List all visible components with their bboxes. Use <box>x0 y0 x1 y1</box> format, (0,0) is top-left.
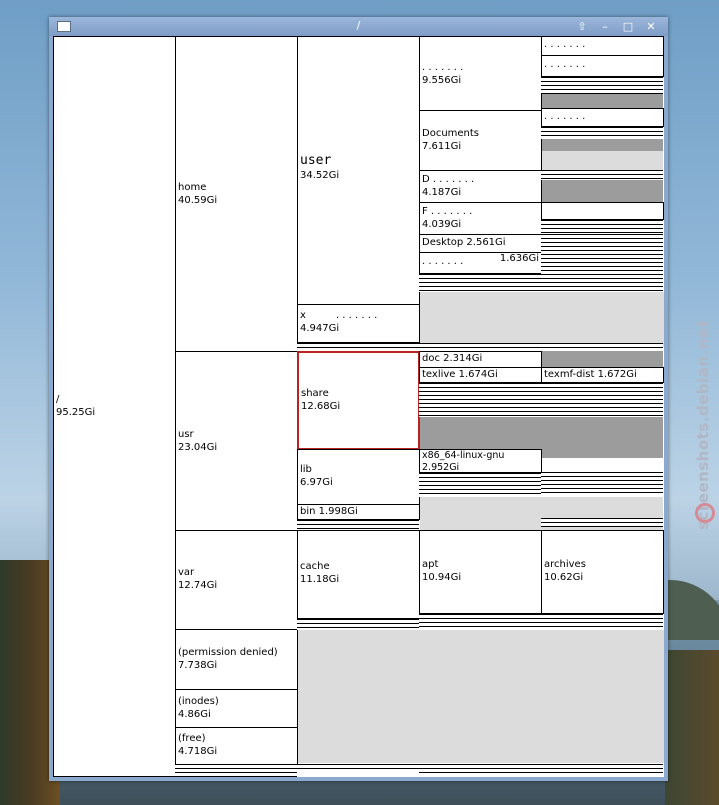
unscanned-area <box>542 94 663 108</box>
tree-node-leaf-4[interactable] <box>541 202 664 220</box>
tree-node-texmf-dist[interactable] <box>541 367 664 383</box>
tree-node-leaf-3[interactable] <box>541 108 664 127</box>
node-name: . . . . . . . <box>422 62 464 73</box>
node-size: 4.039Gi <box>422 219 462 230</box>
node-size: 2.952Gi <box>422 462 460 473</box>
node-name: (permission denied) <box>178 647 278 658</box>
node-name: cache <box>300 561 330 572</box>
node-name: (free) <box>178 733 206 744</box>
node-name: x <box>300 310 306 321</box>
small-entries <box>297 619 419 630</box>
node-name: . . . . . . . <box>544 111 586 122</box>
tree-node-share[interactable] <box>297 351 420 450</box>
small-entries <box>419 343 663 351</box>
tree-node-leaf-1[interactable] <box>541 36 664 56</box>
small-entries <box>541 518 663 527</box>
small-entries <box>541 383 663 417</box>
node-size: 10.94Gi <box>422 572 462 583</box>
node-name: (inodes) <box>178 696 219 707</box>
tree-node-documents[interactable] <box>419 110 542 171</box>
tree-node-doc[interactable] <box>419 351 542 368</box>
small-entries <box>297 520 419 530</box>
small-entries <box>541 220 663 234</box>
small-entries <box>297 764 419 772</box>
tree-node-cache[interactable] <box>297 530 420 619</box>
node-size: 23.04Gi <box>178 442 218 453</box>
node-size: 4.86Gi <box>178 709 211 720</box>
small-entries <box>541 274 663 292</box>
small-entries <box>419 383 541 417</box>
small-entries <box>419 274 541 292</box>
node-name: . . . . . . . <box>544 39 586 50</box>
node-name: lib <box>300 464 312 475</box>
node-size: 9.556Gi <box>422 75 462 86</box>
node-size: 4.187Gi <box>422 187 462 198</box>
node-name: home <box>178 182 207 193</box>
tree-node-texlive[interactable] <box>419 367 542 383</box>
tree-node-usr[interactable] <box>175 351 298 531</box>
tree-node-inodes[interactable] <box>175 689 298 728</box>
node-size: 12.68Gi <box>301 401 341 412</box>
node-size: 10.62Gi <box>544 572 584 583</box>
node-size: 11.18Gi <box>300 574 340 585</box>
unscanned-area <box>420 417 663 449</box>
node-size: 4.718Gi <box>178 746 218 757</box>
maximize-icon[interactable]: □ <box>622 20 634 33</box>
unscanned-area <box>542 139 663 151</box>
node-size: 7.611Gi <box>422 141 462 152</box>
tree-node-x86-64-linux-gnu[interactable] <box>419 449 542 473</box>
node-name: apt <box>422 559 439 570</box>
window-title: / <box>356 19 361 32</box>
node-name: Documents <box>422 128 480 139</box>
unscanned-area <box>298 630 664 763</box>
tree-node-var[interactable] <box>175 530 298 630</box>
node-name: usr <box>178 429 194 440</box>
node-size: 7.738Gi <box>178 660 218 671</box>
small-entries <box>541 127 663 139</box>
treemap <box>53 36 664 777</box>
small-entries <box>175 764 297 777</box>
tree-node-leaf-2[interactable] <box>541 55 664 77</box>
unscanned-area <box>542 180 663 202</box>
node-name: F . . . . . . . <box>422 206 473 217</box>
node-size: 95.25Gi <box>56 407 96 418</box>
minimize-icon[interactable]: – <box>602 20 608 33</box>
tree-node-bin[interactable] <box>297 504 420 520</box>
node-name: texlive 1.674Gi <box>422 369 498 380</box>
node-name: D . . . . . . . <box>422 174 475 185</box>
unscanned-area <box>542 151 663 170</box>
up-arrow-icon[interactable]: ⇧ <box>577 20 587 33</box>
tree-node-home[interactable] <box>175 36 298 352</box>
node-name: archives <box>544 559 586 570</box>
small-entries <box>419 473 541 497</box>
watermark: screenshots.debian.net <box>694 319 712 530</box>
node-name: share <box>301 388 329 399</box>
node-name: x86_64-linux-gnu <box>422 450 505 461</box>
tree-node-d[interactable] <box>419 170 542 203</box>
tree-node-desktop[interactable] <box>419 234 542 253</box>
unscanned-area <box>542 351 663 367</box>
node-name-extra: . . . . . . . <box>335 310 378 321</box>
node-name: Desktop 2.561Gi <box>422 237 506 248</box>
app-window <box>49 17 668 781</box>
node-size: 40.59Gi <box>178 195 218 206</box>
tree-node-f[interactable] <box>419 202 542 235</box>
title-bar[interactable] <box>49 17 668 36</box>
small-entries <box>541 234 663 274</box>
unscanned-area <box>542 449 663 458</box>
tree-node-archives[interactable] <box>541 530 664 614</box>
small-entries <box>419 614 663 628</box>
node-name: texmf-dist 1.672Gi <box>544 369 637 380</box>
node-size: 4.947Gi <box>300 323 340 334</box>
node-name: . . . . . . . <box>544 59 586 70</box>
node-name: / <box>56 394 60 405</box>
tree-node-x[interactable] <box>297 304 420 343</box>
node-name: user <box>300 153 332 168</box>
close-icon[interactable]: ✕ <box>646 20 656 33</box>
small-entries <box>541 472 663 494</box>
node-name: bin 1.998Gi <box>300 506 358 517</box>
tree-node-free[interactable] <box>175 727 298 765</box>
tree-node-apt[interactable] <box>419 530 542 614</box>
node-size: 34.52Gi <box>300 170 340 181</box>
tree-node-root[interactable] <box>53 36 176 777</box>
unscanned-area <box>420 292 664 347</box>
tree-node-user[interactable] <box>297 36 420 305</box>
tree-node-dotted-dir[interactable] <box>419 36 542 111</box>
node-size: 1.636Gi <box>499 253 539 264</box>
small-entries <box>419 764 663 776</box>
small-entries <box>297 343 419 351</box>
small-entries <box>541 77 663 94</box>
tree-node-permission-denied[interactable] <box>175 629 298 690</box>
watermark-logo-icon <box>695 503 715 523</box>
small-entries <box>541 170 663 180</box>
node-size: 6.97Gi <box>300 477 333 488</box>
node-name: var <box>178 567 195 578</box>
node-name: doc 2.314Gi <box>422 353 483 364</box>
node-name: . . . . . . . <box>422 256 464 267</box>
tree-node-lib[interactable] <box>297 449 420 505</box>
node-size: 12.74Gi <box>178 580 218 591</box>
tree-node-dotted-dir-2[interactable] <box>419 252 542 274</box>
